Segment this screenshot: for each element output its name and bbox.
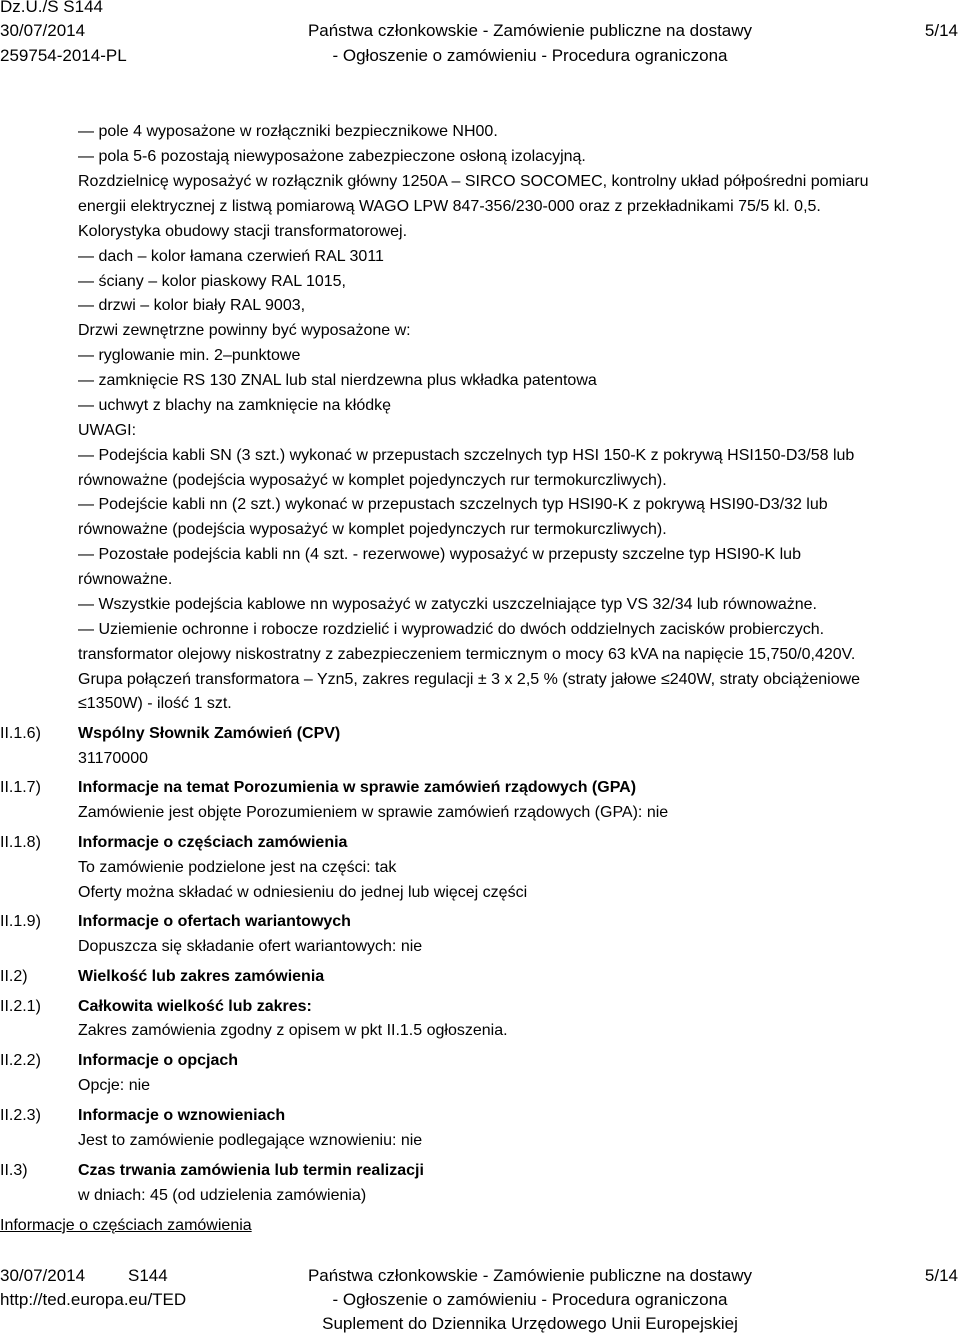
section-heading: Wspólny Słownik Zamówień (CPV) xyxy=(78,725,341,742)
header-doc-id: 259754-2014-PL xyxy=(0,46,127,65)
section-heading: Czas trwania zamówienia lub termin realizacji xyxy=(78,1162,424,1179)
section-text: 31170000 xyxy=(78,750,148,767)
section-number: II.1.9) xyxy=(0,913,41,930)
section-number: II.3) xyxy=(0,1162,28,1179)
body-line: Drzwi zewnętrzne powinny być wyposażone w: xyxy=(78,322,411,339)
body-line: Grupa połączeń transformatora – Yzn5, zakres regulacji ± 3 x 2,5 % (straty jałowe ≤240W, straty obciążeniowe xyxy=(78,671,861,688)
section-number: II.2.3) xyxy=(0,1107,41,1124)
section-number: II.2.2) xyxy=(0,1052,41,1069)
section-heading: Informacje o opcjach xyxy=(78,1052,239,1069)
footer-date: 30/07/2014 xyxy=(0,1266,86,1285)
section-text: To zamówienie podzielone jest na części: tak xyxy=(78,859,397,876)
section-number: II.1.7) xyxy=(0,779,41,796)
section-number: II.2) xyxy=(0,968,28,985)
body-line: równoważne. xyxy=(78,571,173,588)
body-line: — ryglowanie min. 2–punktowe xyxy=(78,347,301,364)
section-text: Oferty można składać w odniesieniu do jednej lub więcej części xyxy=(78,884,528,901)
footer-title: Państwa członkowskie - Zamówienie publiczne na dostawy xyxy=(307,1266,753,1285)
section-text: w dniach: 45 (od udzielenia zamówienia) xyxy=(78,1187,367,1204)
header-page-number: 5/14 xyxy=(924,21,958,40)
section-text: Zamówienie jest objęte Porozumieniem w sprawie zamówień rządowych (GPA): nie xyxy=(78,804,669,821)
section-number: II.2.1) xyxy=(0,998,41,1015)
section-heading: Informacje o częściach zamówienia xyxy=(78,834,348,851)
parts-info-link[interactable]: Informacje o częściach zamówienia xyxy=(0,1217,252,1234)
body-line: UWAGI: xyxy=(78,422,137,439)
section-heading: Wielkość lub zakres zamówienia xyxy=(78,968,325,985)
body-line: — dach – kolor łamana czerwień RAL 3011 xyxy=(78,248,384,265)
footer-page-number: 5/14 xyxy=(924,1266,958,1285)
footer-journal: S144 xyxy=(128,1266,168,1285)
header-title: Państwa członkowskie - Zamówienie publiczne na dostawy xyxy=(307,21,753,40)
footer-url[interactable]: http://ted.europa.eu/TED xyxy=(0,1290,187,1309)
section-text: Jest to zamówienie podlegające wznowieniu: nie xyxy=(78,1132,423,1149)
body-line: transformator olejowy niskostratny z zabezpieczeniem termicznym o mocy 63 kVA na napięcie 15,750/0,420V. xyxy=(78,646,856,663)
header-date: 30/07/2014 xyxy=(0,21,86,40)
body-line: — Wszystkie podejścia kablowe nn wyposażyć w zatyczki uszczelniające typ VS 32/34 lub równoważne. xyxy=(78,596,817,613)
body-line: równoważne (podejścia wyposażyć w komplet pojedynczych rur termokurczliwych). xyxy=(78,521,667,538)
body-line: — pola 5-6 pozostają niewyposażone zabezpieczone osłoną izolacyjną. xyxy=(78,148,586,165)
header-journal: Dz.U./S S144 xyxy=(0,0,103,16)
section-number: II.1.6) xyxy=(0,725,41,742)
body-line: Rozdzielnicę wyposażyć w rozłącznik główny 1250A – SIRCO SOCOMEC, kontrolny układ półpośredni pomiaru xyxy=(78,173,869,190)
section-heading: Informacje o ofertach wariantowych xyxy=(78,913,351,930)
body-line: — Pozostałe podejścia kabli nn (4 szt. - rezerwowe) wyposażyć w przepusty szczelne typ HSI90-K lub xyxy=(78,546,801,563)
body-line: — Uziemienie ochronne i robocze rozdzielić i wyprowadzić do dwóch oddzielnych zacisków probierczych. xyxy=(78,621,825,638)
body-line: — Podejścia kabli SN (3 szt.) wykonać w przepustach szczelnych typ HSI 150-K z pokrywą HSI150-D3/58 lub xyxy=(78,447,855,464)
body-line: — uchwyt z blachy na zamknięcie na kłódkę xyxy=(78,397,392,414)
section-heading: Informacje na temat Porozumienia w sprawie zamówień rządowych (GPA) xyxy=(78,779,637,796)
header-subtitle: - Ogłoszenie o zamówieniu - Procedura ograniczona xyxy=(332,46,728,65)
body-line: — ściany – kolor piaskowy RAL 1015, xyxy=(78,273,346,290)
body-line: ≤1350W) - ilość 1 szt. xyxy=(78,695,232,712)
section-number: II.1.8) xyxy=(0,834,41,851)
section-text: Opcje: nie xyxy=(78,1077,151,1094)
section-text: Dopuszcza się składanie ofert wariantowych: nie xyxy=(78,938,423,955)
body-line: równoważne (podejścia wyposażyć w komplet pojedynczych rur termokurczliwych). xyxy=(78,472,667,489)
body-line: — pole 4 wyposażone w rozłączniki bezpiecznikowe NH00. xyxy=(78,123,498,140)
section-heading: Całkowita wielkość lub zakres: xyxy=(78,998,312,1015)
footer-supplement: Suplement do Dziennika Urzędowego Unii Europejskiej xyxy=(322,1314,738,1333)
body-line: — drzwi – kolor biały RAL 9003, xyxy=(78,297,306,314)
body-line: Kolorystyka obudowy stacji transformatorowej. xyxy=(78,223,408,240)
footer-subtitle: - Ogłoszenie o zamówieniu - Procedura ograniczona xyxy=(332,1290,728,1309)
section-text: Zakres zamówienia zgodny z opisem w pkt II.1.5 ogłoszenia. xyxy=(78,1022,508,1039)
body-line: energii elektrycznej z listwą pomiarową WAGO LPW 847-356/230-000 oraz z przekładnikami 75/5 kl. 0,5. xyxy=(78,198,821,215)
body-line: — Podejście kabli nn (2 szt.) wykonać w przepustach szczelnych typ HSI90-K z pokrywą HSI90-D3/32 lub xyxy=(78,496,828,513)
section-heading: Informacje o wznowieniach xyxy=(78,1107,286,1124)
body-line: — zamknięcie RS 130 ZNAL lub stal nierdzewna plus wkładka patentowa xyxy=(78,372,597,389)
